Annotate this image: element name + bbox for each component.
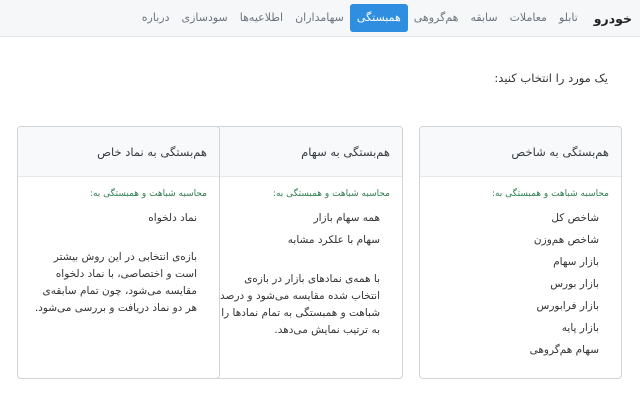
option-list [28,207,207,229]
nav-item-peer-group[interactable]: هم‌گروهی [413,11,459,24]
option-list [211,207,390,251]
brand-symbol[interactable]: خودرو [593,11,632,26]
selection-prompt: یک مورد را انتخاب کنید: [494,71,608,85]
option-item[interactable]: نماد دلخواه [148,212,197,224]
option-item[interactable]: بازار فرابورس [536,300,599,312]
card-body [18,177,219,317]
card-index-correlation[interactable] [419,126,622,379]
nav-item-history[interactable]: سابقه [470,11,498,24]
nav-item-announcements[interactable]: اطلاعیه‌ها [239,11,284,24]
nav-item-correlation[interactable]: همبستگی [350,4,408,32]
option-item[interactable]: بازار پایه [561,322,599,334]
nav-item-board[interactable]: تابلو [558,11,578,24]
option-list [430,207,609,361]
option-item[interactable]: سهام هم‌گروهی [529,344,599,356]
nav-item-trades[interactable]: معاملات [509,11,547,24]
option-item[interactable]: شاخص هم‌وزن [533,234,599,246]
option-item[interactable]: سهام با علکرد مشابه [287,234,380,246]
nav-item-shareholders[interactable]: سهامداران [295,11,344,24]
nav-item-about[interactable]: درباره [141,11,170,24]
option-item[interactable]: شاخص کل [551,212,599,224]
top-navbar [0,0,640,37]
card-symbol-correlation[interactable] [17,126,220,379]
card-body [201,177,402,339]
nav-item-profit[interactable]: سودسازی [181,11,228,24]
card-description: بازه‌ی انتخابی در این روش بیشتر است و اختصاصی، با نماد دلخواه مقایسه می‌شود، چون تمام سابقه‌ی هر دو نماد دریافت و بررسی می‌شود. [34,251,197,314]
card-title[interactable]: هم‌بستگی به شاخص [420,127,621,177]
card-stock-correlation[interactable] [200,126,403,379]
card-body [420,177,621,361]
card-subtitle: محاسبه شباهت و همبستگی به: [491,189,609,199]
option-item[interactable]: همه سهام بازار [313,212,380,224]
card-description: با همه‌ی نمادهای بازار در بازه‌ی انتخاب شده مقایسه می‌شود و درصد شباهت و همبستگی به تمام نمادها را به ترتیب نمایش می‌دهد. [220,273,380,336]
card-subtitle: محاسبه شباهت و همبستگی به: [89,189,207,199]
option-item[interactable]: بازار سهام [553,256,599,268]
card-title[interactable]: هم‌بستگی به نماد خاص [18,127,219,177]
card-title[interactable]: هم‌بستگی به سهام [201,127,402,177]
card-subtitle: محاسبه شباهت و همبستگی به: [272,189,390,199]
option-item[interactable]: بازار بورس [550,278,599,290]
